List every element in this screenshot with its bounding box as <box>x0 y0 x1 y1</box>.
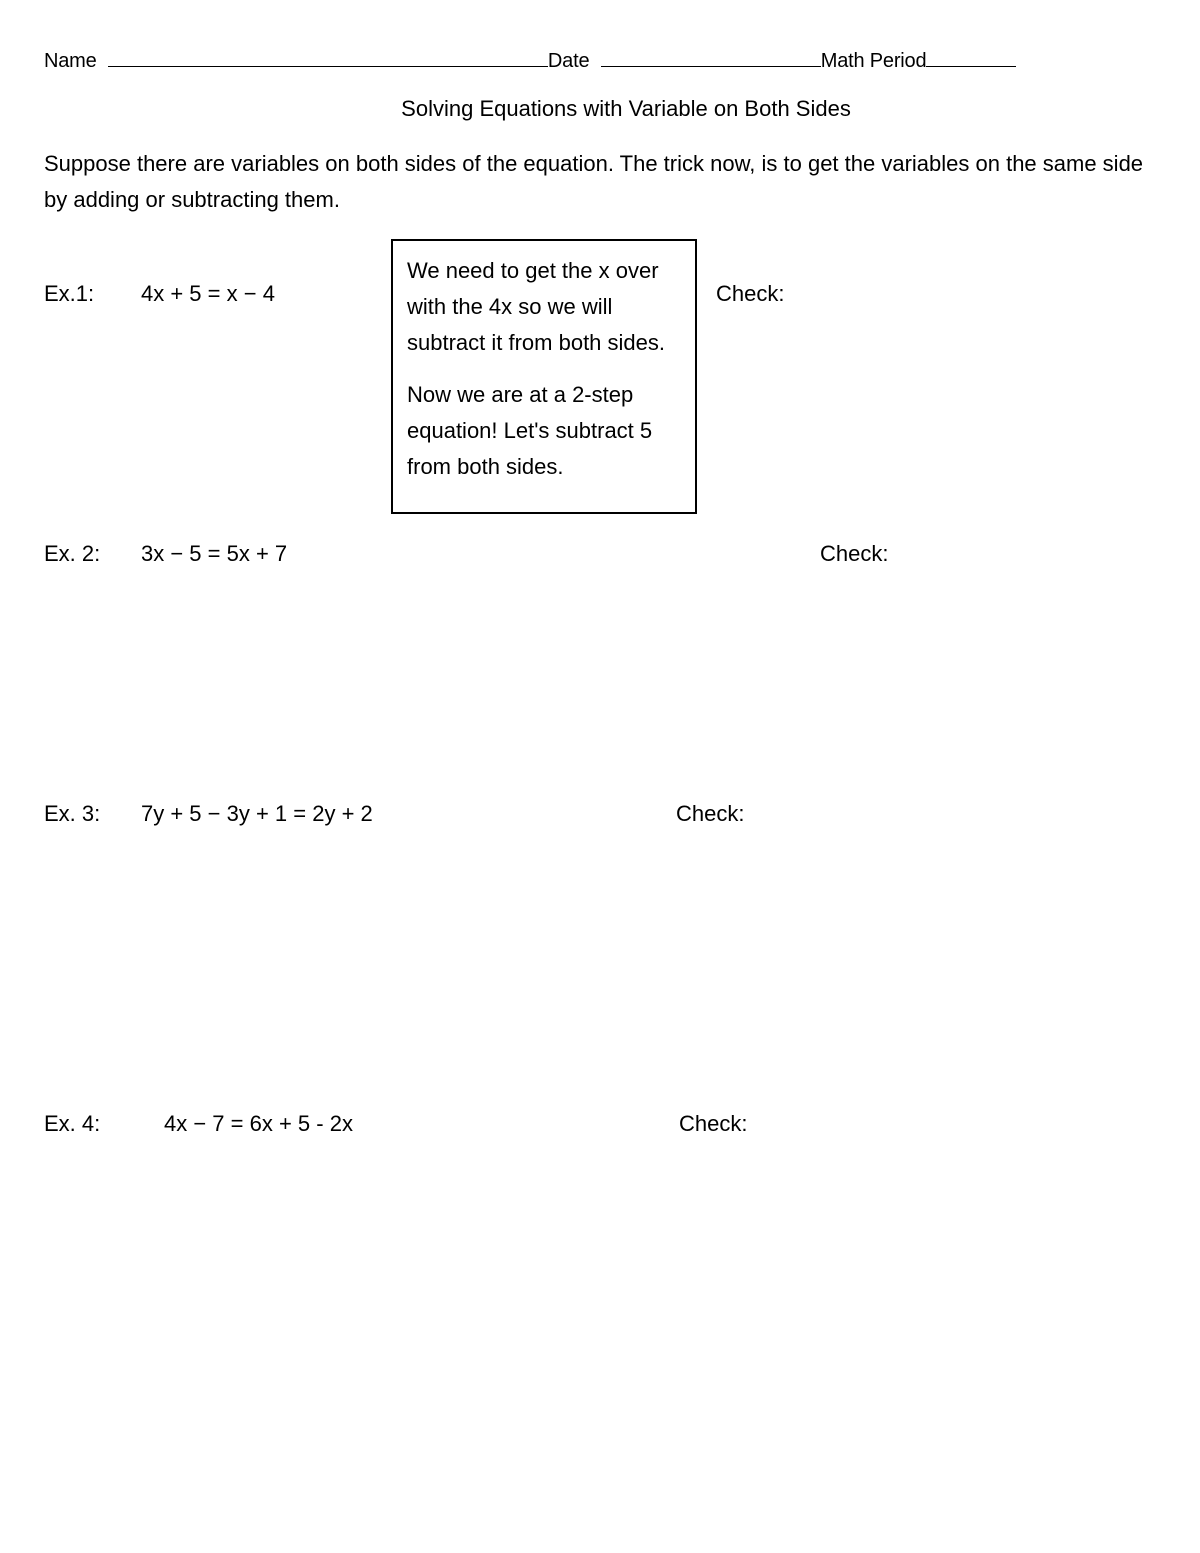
intro-paragraph: Suppose there are variables on both sides of the equation. The trick now, is to get the variables on the same side by adding or subtracting them. <box>44 151 1144 212</box>
example-3-check-label: Check: <box>676 801 745 826</box>
hint-note-paragraph-2: Now we are at a 2-step equation! Let's subtract 5 from both sides. <box>407 382 653 479</box>
date-blank[interactable] <box>601 48 821 67</box>
example-2-check-label: Check: <box>820 541 889 566</box>
example-2-label: Ex. 2: <box>44 541 101 566</box>
name-label: Name <box>44 50 97 72</box>
example-3-label: Ex. 3: <box>44 801 101 826</box>
example-4-equation: 4x − 7 = 6x + 5 - 2x <box>164 1111 353 1136</box>
math-period-blank[interactable] <box>926 48 1016 67</box>
hint-note-paragraph-1: We need to get the x over with the 4x so we will subtract it from both sides. <box>407 258 665 355</box>
example-2-equation: 3x − 5 = 5x + 7 <box>141 541 288 566</box>
date-label: Date <box>547 50 590 72</box>
example-1-label: Ex.1: <box>44 281 95 306</box>
name-blank[interactable] <box>108 48 548 67</box>
hint-note-box <box>391 239 697 514</box>
example-4-check-label: Check: <box>679 1111 748 1136</box>
math-period-label: Math Period <box>820 50 927 72</box>
header-fields <box>44 48 1016 73</box>
example-4-label: Ex. 4: <box>44 1111 101 1136</box>
example-1-equation: 4x + 5 = x − 4 <box>141 281 275 306</box>
example-3-equation: 7y + 5 − 3y + 1 = 2y + 2 <box>141 801 373 826</box>
example-1-check-label: Check: <box>716 281 785 306</box>
worksheet-title: Solving Equations with Variable on Both Sides <box>401 96 851 121</box>
